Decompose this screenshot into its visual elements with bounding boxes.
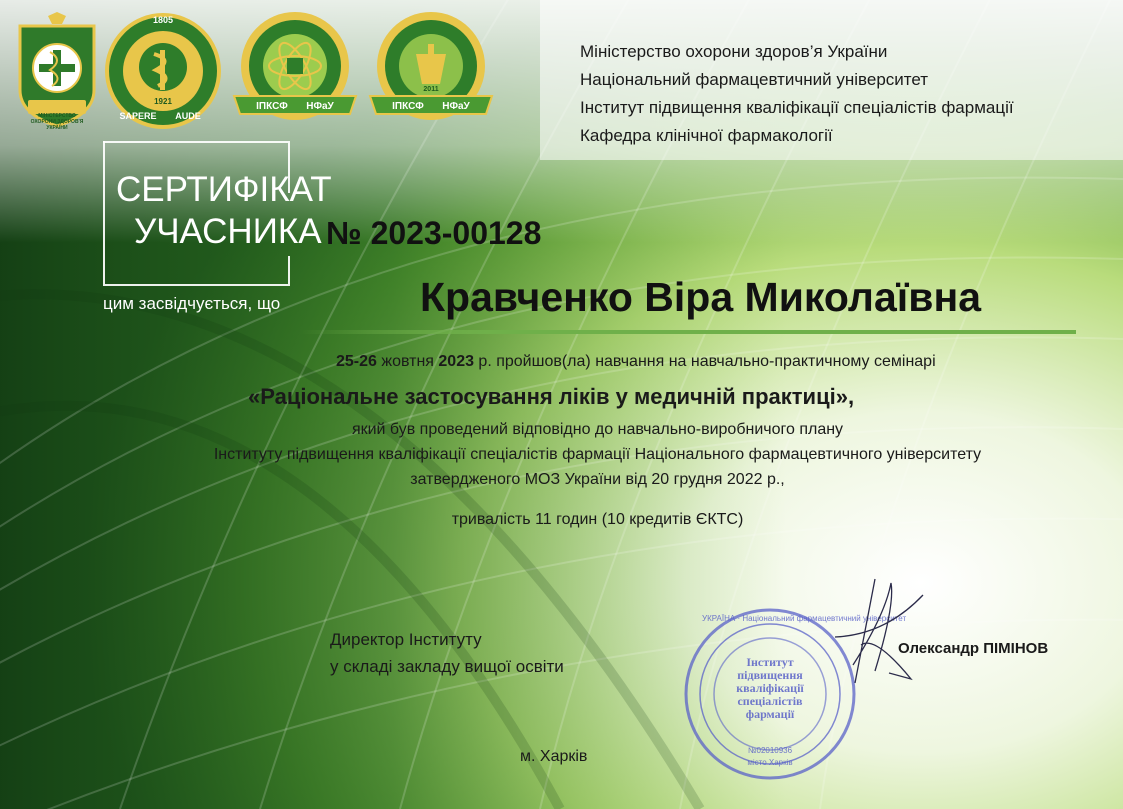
director-position-line2: у складі закладу вищої освіти [330, 657, 564, 676]
stamp-inner-line4: спеціалістів [737, 694, 803, 708]
training-dates: 25-26 [336, 353, 377, 370]
duration-line: тривалість 11 годин (10 кредитів ЄКТС) [451, 511, 744, 528]
director-position-line1: Директор Інституту [330, 630, 482, 649]
clinical-ribbon-left: ІПКСФ [392, 101, 424, 112]
stamp-inner-line2: підвищення [737, 668, 803, 682]
ipksf-logo [230, 10, 360, 128]
training-year: 2023 [438, 353, 474, 370]
stamp-inner-line1: Інститут [746, 655, 794, 669]
training-month: жовтня [376, 353, 439, 370]
ipksf-ribbon-right: НФаУ [306, 101, 334, 112]
nfau-year: 1805 [152, 15, 174, 25]
footer-city: м. Харків [520, 748, 588, 765]
stamp-code: №02010936 [747, 746, 793, 755]
frame-left [103, 141, 105, 284]
director-name: Олександр ПІМІНОВ [898, 640, 1049, 657]
training-dates-line [336, 353, 936, 371]
approval-line: затвердженого МОЗ України від 20 грудня 2022 р., [410, 471, 785, 488]
clinical-pharmacology-logo [366, 10, 496, 128]
frame-top [103, 141, 288, 143]
plan-line: який був проведений відповідно до навчально-виробничого плану [351, 421, 844, 438]
training-text: р. пройшов(ла) навчання на навчально-практичному семінарі [473, 353, 936, 370]
org-university: Національний фармацевтичний університет [580, 70, 929, 89]
nfau-motto-left: SAPERE [119, 111, 157, 121]
frame-bottom [103, 284, 288, 286]
handwritten-signature-icon [815, 575, 925, 690]
clinical-ribbon-right: НФаУ [442, 101, 470, 112]
clinical-pharmacology-seal-icon [366, 10, 496, 128]
name-divider [300, 330, 1076, 334]
nfau-motto-right: AUDE [175, 111, 201, 121]
frame-right-bottom [288, 256, 290, 286]
org-department: Кафедра клінічної фармакології [580, 126, 833, 145]
stamp-inner-text [720, 656, 820, 721]
nfau-year2: 1921 [154, 97, 172, 106]
stamp-city: місто Харків [747, 758, 793, 767]
certify-text: цим засвідчується, що [103, 294, 281, 313]
ipksf-ribbon-left: ІПКСФ [256, 101, 288, 112]
certificate-title: СЕРТИФІКАТ [116, 170, 332, 209]
ministry-logo-text: МІНІСТЕРСТВО ОХОРОНИ ЗДОРОВ'Я УКРАЇНИ [30, 113, 84, 131]
stamp-outer-text: УКРАЇНА · Національний фармацевтичний університет [702, 614, 907, 623]
ministry-of-health-emblem-icon [14, 12, 100, 128]
stamp-inner-line5: фармації [745, 707, 795, 721]
clinical-logo-year: 2011 [423, 86, 439, 93]
org-institute: Інститут підвищення кваліфікації спеціалістів фармації [580, 98, 1014, 117]
certificate-subtitle: УЧАСНИКА [134, 212, 322, 251]
org-ministry: Міністерство охорони здоров’я України [580, 42, 888, 61]
ministry-logo [14, 12, 100, 131]
recipient-name: Кравченко Віра Миколаївна [420, 274, 982, 320]
nfau-logo [104, 12, 222, 130]
ipksf-seal-icon [230, 10, 360, 128]
certificate-number: № 2023-00128 [326, 215, 542, 251]
stamp-inner-line3: кваліфікації [736, 681, 804, 695]
institute-line: Інституту підвищення кваліфікації спеціалістів фармації Національного фармацевтичного університету [213, 446, 982, 463]
seminar-title: «Раціональне застосування ліків у медичній практиці», [248, 384, 855, 409]
